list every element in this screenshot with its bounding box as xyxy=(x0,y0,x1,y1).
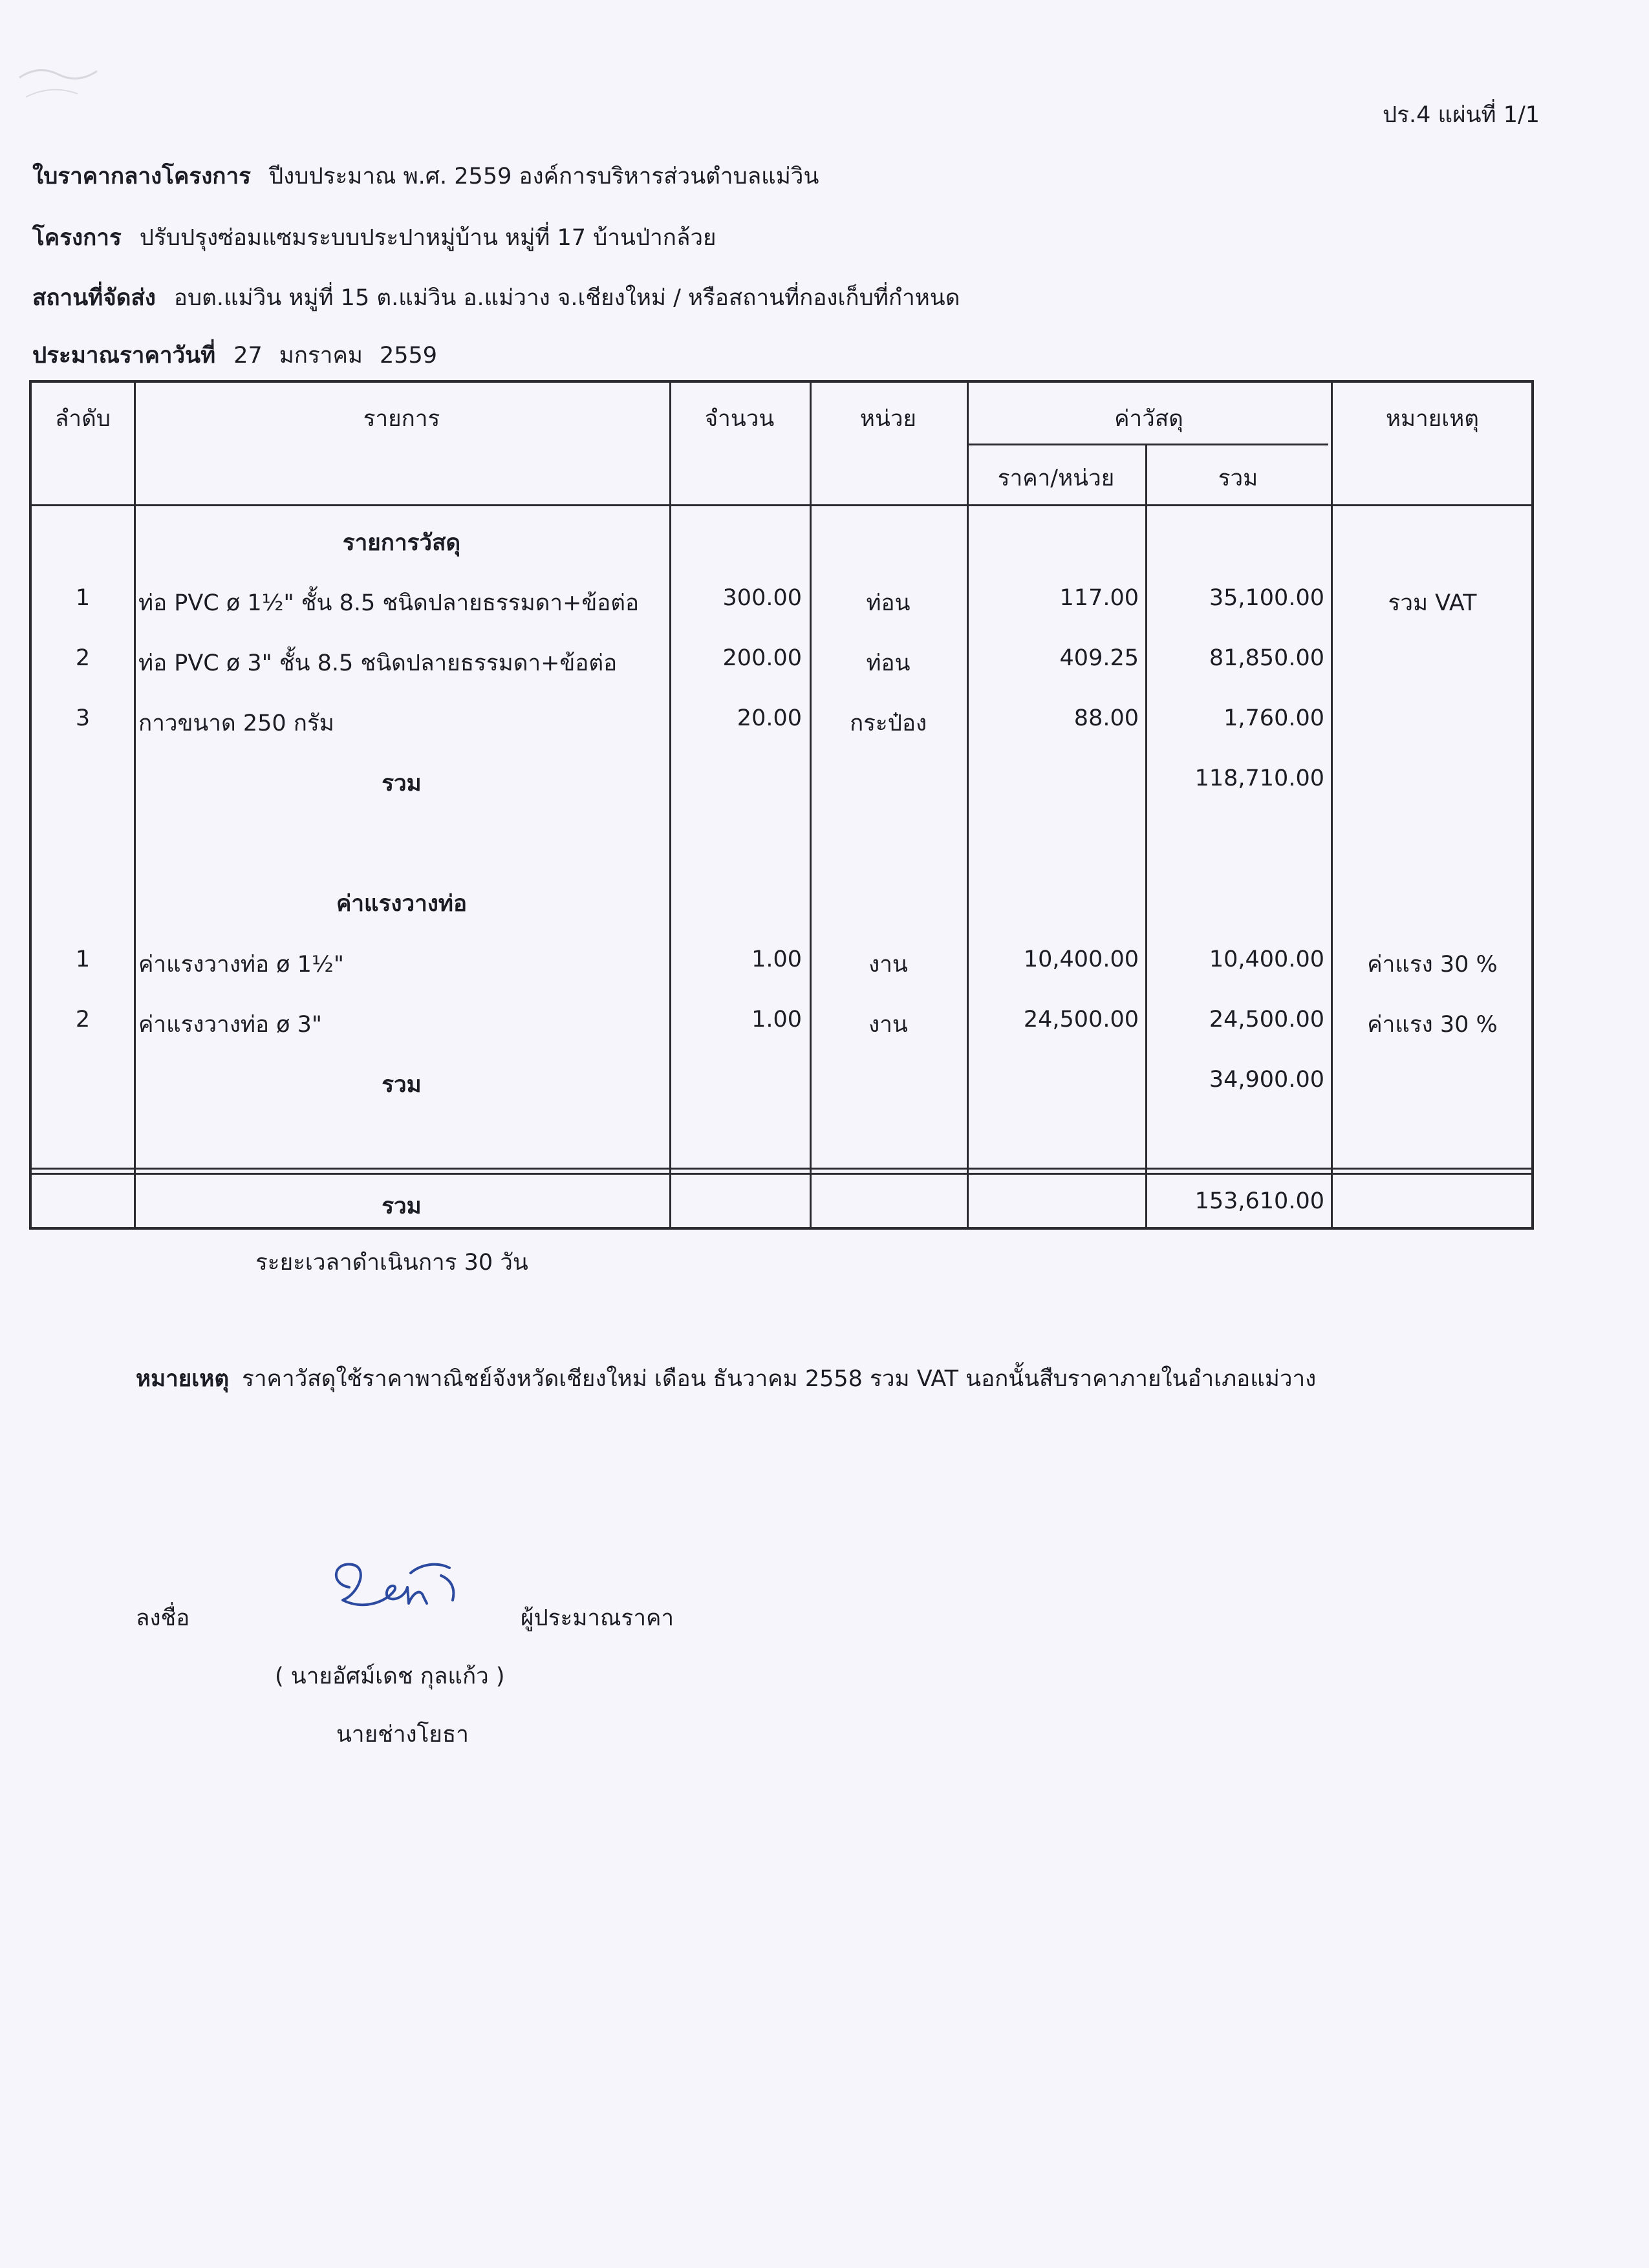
date-day: 27 xyxy=(233,343,263,369)
signature-mark xyxy=(323,1548,479,1620)
row-unit-price: 409.25 xyxy=(1059,645,1139,671)
project-label: โครงการ xyxy=(32,225,122,251)
row-total: 10,400.00 xyxy=(1209,947,1324,972)
table-divider xyxy=(967,383,969,1227)
row-unit: ท่อน xyxy=(866,590,911,616)
col-header-qty: จำนวน xyxy=(704,406,775,432)
col-header-material-cost: ค่าวัสดุ xyxy=(1114,406,1183,432)
row-item: ท่อ PVC ø 3" ชั้น 8.5 ชนิดปลายธรรมดา+ข้อต่อ xyxy=(138,650,618,676)
subtotal-label: รวม xyxy=(382,1072,422,1098)
row-qty: 20.00 xyxy=(737,705,802,731)
subtotal-value: 34,900.00 xyxy=(1209,1067,1324,1093)
table-divider xyxy=(669,383,671,1227)
row-total: 81,850.00 xyxy=(1209,645,1324,671)
row-qty: 200.00 xyxy=(722,645,802,671)
row-remark: ค่าแรง 30 % xyxy=(1367,1012,1498,1038)
doc-title-line xyxy=(32,158,819,194)
date-month: มกราคม xyxy=(279,343,363,369)
col-header-unit: หน่วย xyxy=(859,406,917,432)
project-line xyxy=(32,220,717,255)
table-divider xyxy=(1331,383,1333,1227)
row-total: 24,500.00 xyxy=(1209,1007,1324,1032)
doc-title-value: ปีงบประมาณ พ.ศ. 2559 องค์การบริหารส่วนตำบลแม่วิน xyxy=(268,164,819,189)
row-unit: งาน xyxy=(868,1012,908,1038)
subtotal-value: 118,710.00 xyxy=(1194,765,1324,791)
row-qty: 300.00 xyxy=(722,585,802,611)
note-line xyxy=(136,1361,1316,1396)
signer-name: ( นายอัศม์เดช กุลแก้ว ) xyxy=(275,1664,505,1689)
table-divider xyxy=(32,1168,1531,1170)
table-divider xyxy=(1145,444,1147,1227)
row-no: 3 xyxy=(75,705,91,731)
row-no: 1 xyxy=(75,585,91,611)
table-divider xyxy=(810,383,812,1227)
date-line xyxy=(32,337,437,373)
note-label: หมายเหตุ xyxy=(136,1366,230,1392)
delivery-line xyxy=(32,280,960,316)
row-item: ท่อ PVC ø 1½" ชั้น 8.5 ชนิดปลายธรรมดา+ข้อต่อ xyxy=(138,590,640,616)
row-unit: ท่อน xyxy=(866,650,911,676)
table-divider xyxy=(967,444,1328,445)
row-qty: 1.00 xyxy=(751,947,802,972)
row-no: 2 xyxy=(75,1007,91,1032)
row-item: กาวขนาด 250 กรัม xyxy=(138,711,334,736)
sign-role: ผู้ประมาณราคา xyxy=(521,1605,674,1631)
table-divider xyxy=(32,504,1531,506)
date-label: ประมาณราคาวันที่ xyxy=(32,343,216,369)
row-unit: กระป๋อง xyxy=(849,711,927,736)
row-remark: ค่าแรง 30 % xyxy=(1367,952,1498,978)
col-header-total: รวม xyxy=(1218,465,1258,491)
row-unit-price: 88.00 xyxy=(1073,705,1139,731)
signer-position: นายช่างโยธา xyxy=(336,1722,469,1748)
row-qty: 1.00 xyxy=(751,1007,802,1032)
grand-total-label: รวม xyxy=(382,1193,422,1219)
col-header-item: รายการ xyxy=(363,406,440,432)
row-unit-price: 24,500.00 xyxy=(1023,1007,1139,1032)
section-title-labor: ค่าแรงวางท่อ xyxy=(336,891,467,917)
table-divider xyxy=(32,1173,1531,1175)
project-value: ปรับปรุงซ่อมแซมระบบประปาหมู่บ้าน หมู่ที่ 17 บ้านป่ากล้วย xyxy=(139,225,717,251)
col-header-remark: หมายเหตุ xyxy=(1385,406,1480,432)
price-table xyxy=(29,380,1534,1230)
note-text: ราคาวัสดุใช้ราคาพาณิชย์จังหวัดเชียงใหม่ เดือน ธันวาคม 2558 รวม VAT นอกนั้นสืบราคาภายในอำเภอแม่วาง xyxy=(242,1366,1317,1392)
section-title-materials: รายการวัสดุ xyxy=(342,530,461,556)
grand-total-value: 153,610.00 xyxy=(1194,1188,1324,1214)
row-item: ค่าแรงวางท่อ ø 1½" xyxy=(138,952,344,978)
delivery-label: สถานที่จัดส่ง xyxy=(32,285,156,311)
col-header-unit-price: ราคา/หน่วย xyxy=(997,465,1115,491)
duration-text: ระยะเวลาดำเนินการ 30 วัน xyxy=(255,1250,528,1276)
delivery-value: อบต.แม่วิน หมู่ที่ 15 ต.แม่วิน อ.แม่วาง จ.เชียงใหม่ / หรือสถานที่กองเก็บที่กำหนด xyxy=(173,285,960,311)
date-year: 2559 xyxy=(379,343,438,369)
paper-stain-mark xyxy=(13,39,103,110)
row-total: 1,760.00 xyxy=(1223,705,1324,731)
row-unit-price: 10,400.00 xyxy=(1023,947,1139,972)
row-item: ค่าแรงวางท่อ ø 3" xyxy=(138,1012,323,1038)
sign-label: ลงชื่อ xyxy=(136,1605,190,1631)
row-total: 35,100.00 xyxy=(1209,585,1324,611)
row-unit: งาน xyxy=(868,952,908,978)
row-unit-price: 117.00 xyxy=(1059,585,1139,611)
col-header-no: ลำดับ xyxy=(54,406,111,432)
page-number: ปร.4 แผ่นที่ 1/1 xyxy=(1383,102,1540,128)
row-no: 2 xyxy=(75,645,91,671)
row-no: 1 xyxy=(75,947,91,972)
doc-title-label: ใบราคากลางโครงการ xyxy=(32,164,251,189)
subtotal-label: รวม xyxy=(382,771,422,797)
row-remark: รวม VAT xyxy=(1388,590,1477,616)
